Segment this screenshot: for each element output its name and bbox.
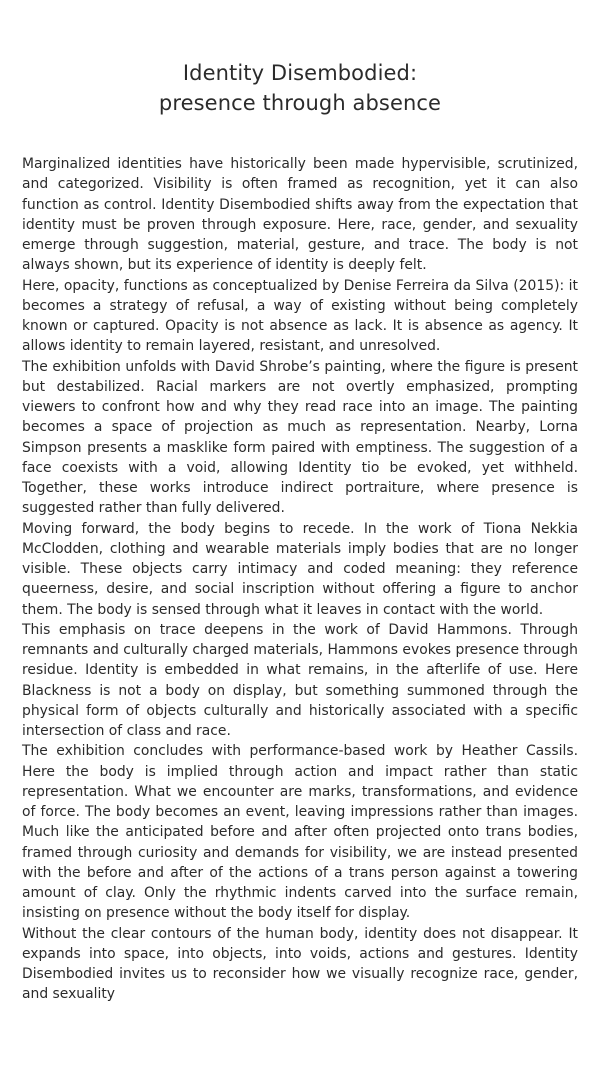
paragraph-conclusion: Without the clear contours of the human body, identity does not disappear. It expands into space, into objects, into voids, actions and gestures. Identity Disembodied invites us to reconsider how we visually recognize race, gender, and sexuality	[22, 925, 578, 1003]
paragraph-hammons: This emphasis on trace deepens in the work of David Hammons. Through remnants and culturally charged materials, Hammons evokes presence through residue. Identity is embedded in what remains, in the afterlife of use. Here Blackness is not a body on display, but something summoned through the physical form of objects culturally and historically associated with a specific intersection of class and race.	[22, 621, 578, 739]
paragraph-cassils: The exhibition concludes with performance-based work by Heather Cassils. Here the body is implied through action and impact rather than static representation. What we encounter are marks, transformations, and evidence of force. The body becomes an event, leaving impressions rather than images. Much like the anticipated before and after often projected onto trans bodies, framed through curiosity and demands for visibility, we are instead presented with the before and after of the actions of a trans person against a towering amount of clay. Only the rhythmic indents carved into the surface remain, insisting on presence without the body itself for display.	[22, 743, 578, 922]
paragraph-mcclodden: Moving forward, the body begins to recede. In the work of Tiona Nekkia McClodden, clothing and wearable materials imply bodies that are no longer visible. These objects carry intimacy and coded meaning: they reference queerness, desire, and social inscription without offering a figure to anchor them. The body is sensed through what it leaves in contact with the world.	[22, 520, 578, 618]
page-title	[22, 58, 578, 118]
paragraph-shrobe-simpson: The exhibition unfolds with David Shrobe’s painting, where the figure is present but destabilized. Racial markers are not overtly emphasized, prompting viewers to confront how and why they read race into an image. The painting becomes a space of projection as much as representation. Nearby, Lorna Simpson presents a masklike form paired with emptiness. The suggestion of a face coexists with a void, allowing Identity tio be evoked, yet withheld. Together, these works introduce indirect portraiture, where presence is suggested rather than fully delivered.	[22, 358, 578, 517]
paragraph-intro: Marginalized identities have historically been made hypervisible, scrutinized, and categorized. Visibility is often framed as recognition, yet it can also function as control. Identity Disembodied shifts away from the expectation that identity must be proven through exposure. Here, race, gender, and sexuality emerge through suggestion, material, gesture, and trace. The body is not always shown, but its experience of identity is deeply felt.	[22, 156, 578, 274]
title-line-1: Identity Disembodied:	[182, 61, 418, 85]
title-line-2: presence through absence	[158, 91, 442, 115]
essay-body	[22, 154, 578, 1005]
paragraph-opacity: Here, opacity, functions as conceptualized by Denise Ferreira da Silva (2015): it becomes a strategy of refusal, a way of existing without being completely known or captured. Opacity is not absence as lack. It is absence as agency. It allows identity to remain layered, resistant, and unresolved.	[22, 277, 578, 355]
